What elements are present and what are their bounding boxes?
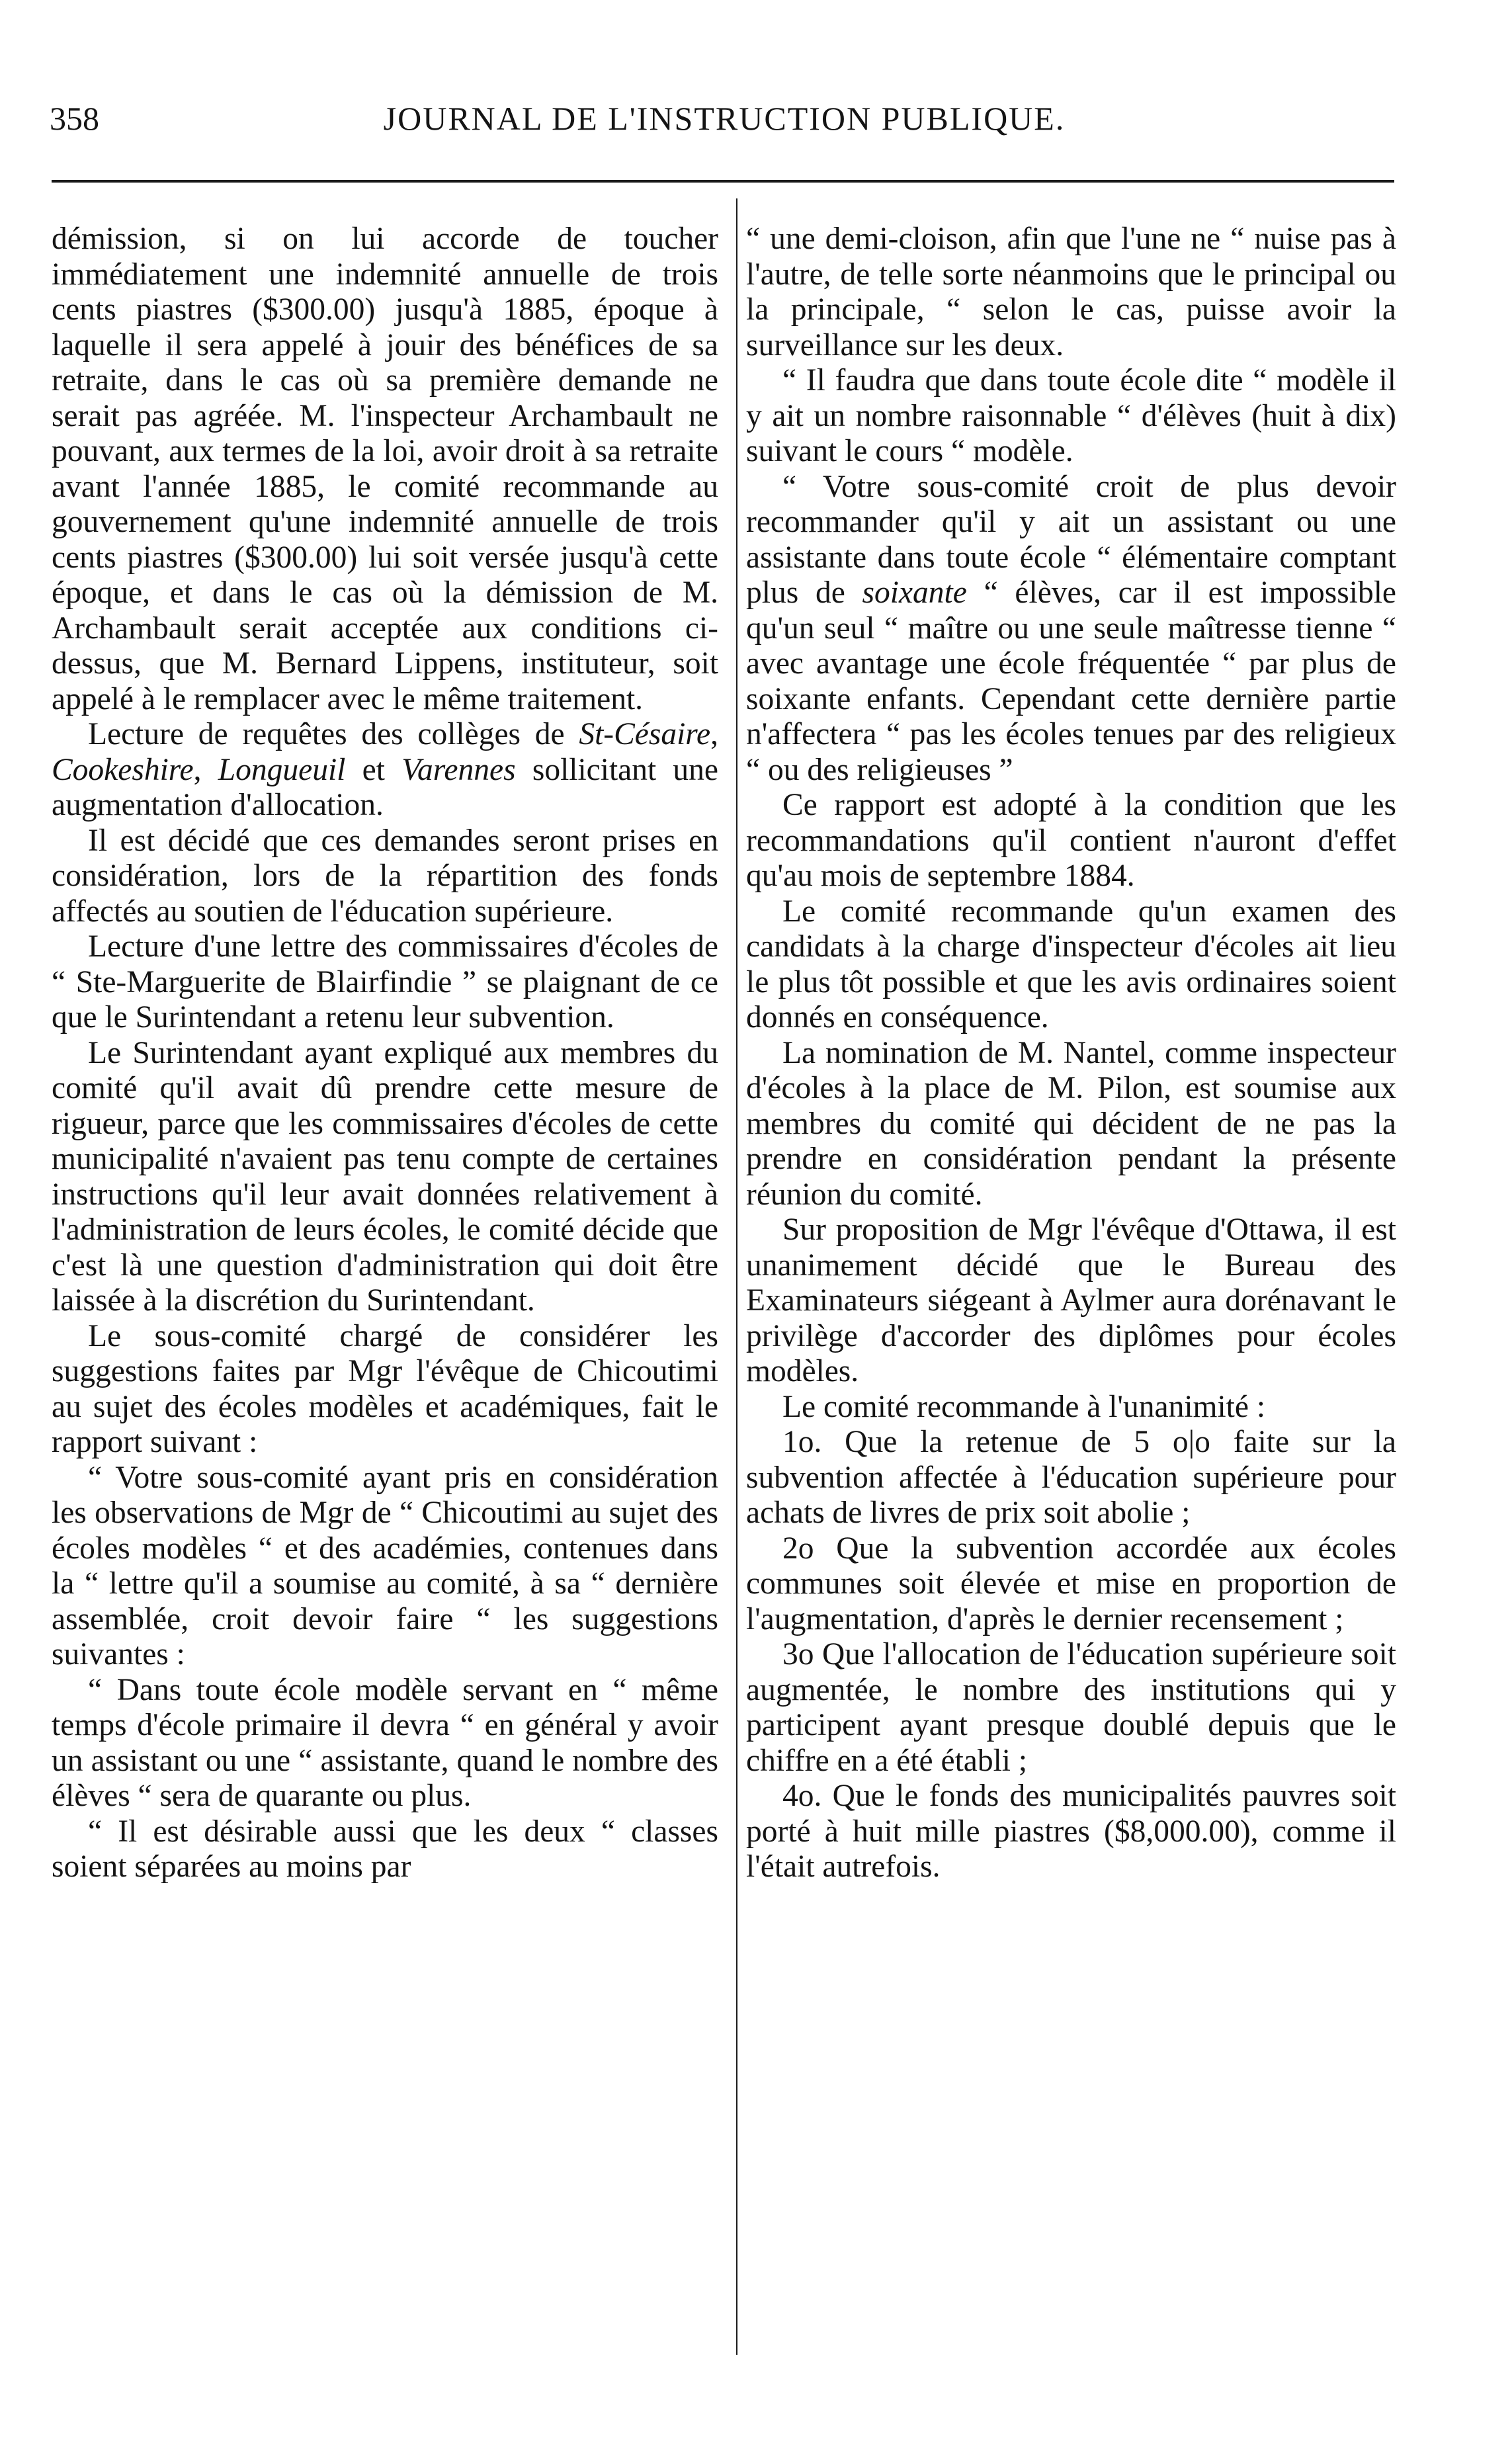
- paragraph-aylmer: Sur proposition de Mgr l'évêque d'Ottawa, il est unanimement décidé que le Bureau des Examinateurs siégeant à Aylmer aura dorénavant le privilège d'accorder des diplômes pour écoles modèles.: [746, 1212, 1396, 1388]
- paragraph-unanimity: Le comité recommande à l'unanimité :: [782, 1389, 1266, 1424]
- text-run: “ élèves, car il est impossible qu'un seul “ maître ou une seule maîtresse tienne “ avec avantage une école fréquentée “ par plus de soixante enfants. Cependant cette dernière partie n'affectera “ pas les écoles tenues par des religieux “ ou des religieuses ”: [746, 575, 1396, 787]
- paragraph-subcommittee: Le sous-comité chargé de considérer les suggestions faites par Mgr l'évêque de Chicoutimi au sujet des écoles modèles et académiques, fait le rapport suivant :: [52, 1318, 718, 1459]
- column-divider: [736, 198, 737, 2355]
- paragraph-exam: Le comité recommande qu'un examen des candidats à la charge d'inspecteur d'écoles ait lieu le plus tôt possible et que les avis ordinaires soient donnés en conséquence.: [746, 894, 1396, 1035]
- header-rule: [52, 180, 1394, 183]
- paragraph-decision: Il est décidé que ces demandes seront prises en considération, lors de la répartition des fonds affectés au soutien de l'éducation supérieure.: [52, 823, 718, 929]
- college-name: Varennes: [401, 752, 516, 787]
- text-run: “ Votre sous-comité croit de plus devoir recommander qu'il y ait un assistant ou une assistante dans toute école “ élémentaire comptant plus de: [746, 469, 1396, 610]
- left-column: [52, 222, 718, 1885]
- text-run: ,: [193, 752, 218, 787]
- text-run: Lecture de requêtes des collèges de: [88, 717, 579, 751]
- quote-paragraph: “ Il faudra que dans toute école dite “ modèle il y ait un nombre raisonnable “ d'élèves (huit à dix) suivant le cours “ modèle.: [746, 363, 1396, 468]
- paragraph-item-3: 3o Que l'allocation de l'éducation supérieure soit augmentée, le nombre des institutions qui y participent ayant presque doublé depuis que le chiffre en a été établi ;: [746, 1637, 1396, 1778]
- quote-paragraph: “ Dans toute école modèle servant en “ même temps d'école primaire il devra “ en général y avoir un assistant ou une “ assistante, quand le nombre des élèves “ sera de quarante ou plus.: [52, 1672, 718, 1813]
- paragraph-nomination: La nomination de M. Nantel, comme inspecteur d'écoles à la place de M. Pilon, est soumise aux membres du comité qui décident de ne pas la prendre en considération pendant la présente réunion du comité.: [746, 1035, 1396, 1212]
- text-run: sollicitant une augmentation d'allocation.: [52, 752, 719, 822]
- college-name: Longueuil: [218, 752, 346, 787]
- running-title: JOURNAL DE L'INSTRUCTION PUBLIQUE.: [383, 100, 1066, 137]
- quote-paragraph: “ Il est désirable aussi que les deux “ classes soient séparées au moins par: [52, 1814, 718, 1884]
- college-name: Cookeshire: [52, 752, 194, 787]
- paragraph-report-adopted: Ce rapport est adopté à la condition que les recommandations qu'il contient n'auront d'effet qu'au mois de septembre 1884.: [746, 788, 1396, 893]
- paragraph-item-4: 4o. Que le fonds des municipalités pauvres soit porté à huit mille piastres ($8,000.00), comme il l'était autrefois.: [746, 1779, 1396, 1884]
- quote-paragraph: “ une demi-cloison, afin que l'une ne “ nuise pas à l'autre, de telle sorte néanmoins que le principal ou la principale, “ selon le cas, puisse avoir la surveillance sur les deux.: [746, 222, 1396, 362]
- text-run: et: [345, 752, 402, 787]
- paragraph-superintendent: Le Surintendant ayant expliqué aux membres du comité qu'il avait dû prendre cette mesure de rigueur, parce que les commissaires d'écoles de cette municipalité n'avaient pas tenu compte de certaines instructions qu'il leur avait données relativement à l'administration de leurs écoles, le comité décide que c'est là une question d'administration qui doit être laissée à la discrétion du Surintendant.: [52, 1035, 718, 1318]
- paragraph-letter: Lecture d'une lettre des commissaires d'écoles de “ Ste-Marguerite de Blairfindie ” se plaignant de ce que le Surintendant a retenu leur subvention.: [52, 929, 718, 1035]
- page-header: [50, 99, 1399, 152]
- quote-paragraph: “ Votre sous-comité ayant pris en considération les observations de Mgr de “ Chicoutimi au sujet des écoles modèles “ et des académies, contenues dans la “ lettre qu'il a soumise au comité, à sa “ dernière assemblée, croit devoir faire “ les suggestions suivantes :: [52, 1460, 718, 1671]
- college-name: St-Césaire: [579, 717, 711, 751]
- text-run: ,: [710, 717, 718, 751]
- right-column: [746, 222, 1396, 1885]
- paragraph-college-requests: [52, 717, 718, 824]
- paragraph-item-1: 1o. Que la retenue de 5 o|o faite sur la subvention affectée à l'éducation supérieure pour achats de livres de prix soit abolie ;: [746, 1425, 1396, 1530]
- quote-paragraph: [746, 470, 1396, 788]
- paragraph-item-2: 2o Que la subvention accordée aux écoles communes soit élevée et mise en proportion de l'augmentation, d'après le dernier recensement ;: [746, 1531, 1396, 1636]
- page-number: 358: [50, 100, 99, 137]
- paragraph-resignation-continued: démission, si on lui accorde de toucher immédiatement une indemnité annuelle de trois cents piastres ($300.00) jusqu'à 1885, époque à laquelle il sera appelé à jouir des bénéfices de sa retraite, dans le cas où sa première demande ne serait pas agréée. M. l'inspecteur Archambault ne pouvant, aux termes de la loi, avoir droit à sa retraite avant l'année 1885, le comité recommande au gouvernement qu'une indemnité annuelle de trois cents piastres ($300.00) lui soit versée jusqu'à cette époque, et dans le cas où la démission de M. Archambault serait acceptée aux conditions ci-dessus, que M. Bernard Lippens, instituteur, soit appelé à le remplacer avec le même traitement.: [52, 222, 718, 716]
- emphasis-text: soixante: [862, 575, 967, 610]
